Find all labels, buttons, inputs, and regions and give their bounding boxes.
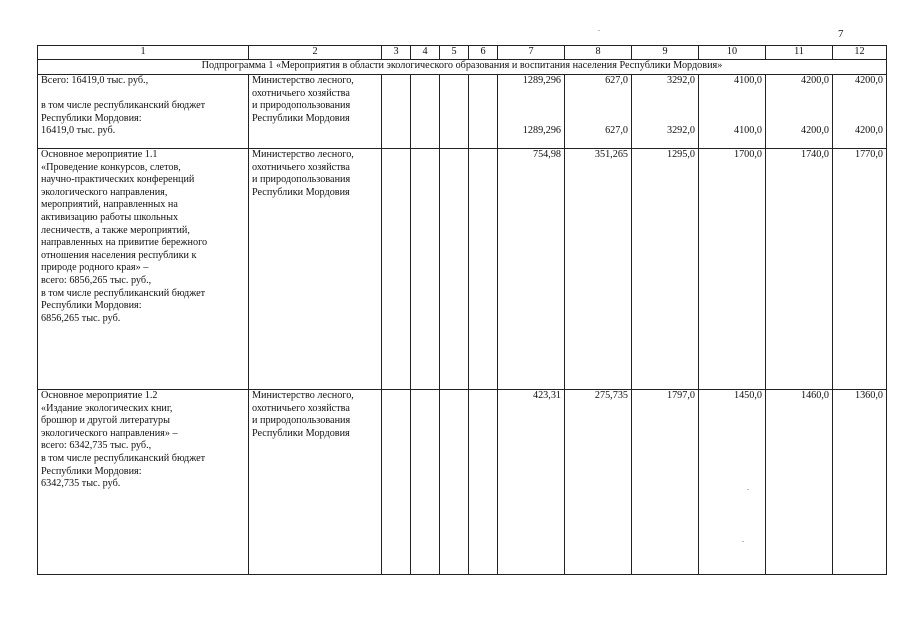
empty-cell [411,75,440,149]
column-header-1: 1 [38,46,249,60]
row-description: Основное мероприятие 1.1 «Проведение конкурсов, слетов, научно-практических конференций экологического направления, мероприятий, направленных на активизацию работы школьных лесничеств, а также мероприятий, направленных на привитие бережного отношения населения республики к природе родного края» – всего: 6856,265 тыс. руб., в том числе республиканский бюджет Республики Мордовия: 6856,265 тыс. руб. [38,149,249,390]
column-header-3: 3 [382,46,411,60]
value-cell: 1700,0 [699,149,766,390]
column-header-7: 7 [498,46,565,60]
column-header-12: 12 [833,46,887,60]
value-cell [565,75,632,149]
column-header-2: 2 [249,46,382,60]
value-cell [699,75,766,149]
column-number-header-row [38,46,887,60]
value-bottom: 1289,296 [522,125,561,137]
value-cell: 423,31 [498,390,565,575]
budget-table [37,45,887,575]
value-cell: 1450,0 [699,390,766,575]
value-bottom: 4200,0 [854,125,883,137]
value-cell: 1460,0 [766,390,833,575]
scan-artifact [598,30,600,31]
value-cell: 754,98 [498,149,565,390]
column-header-5: 5 [440,46,469,60]
value-cell: 1360,0 [833,390,887,575]
empty-cell [440,149,469,390]
subprogram-title: Подпрограмма 1 «Мероприятия в области экологического образования и воспитания населения Республики Мордовия» [38,60,887,75]
column-header-4: 4 [411,46,440,60]
row-organization: Министерство лесного, охотничьего хозяйства и природопользования Республики Мордовия [249,149,382,390]
value-bottom: 3292,0 [666,125,695,137]
row-organization: Министерство лесного, охотничьего хозяйства и природопользования Республики Мордовия [249,75,382,149]
column-header-8: 8 [565,46,632,60]
empty-cell [411,149,440,390]
empty-cell [469,149,498,390]
value-top: 627,0 [605,75,628,86]
value-cell [766,75,833,149]
empty-cell [440,75,469,149]
row-description: Основное мероприятие 1.2 «Издание экологических книг, брошюр и другой литературы экологического направления» – всего: 6342,735 тыс. руб., в том числе республиканский бюджет Республики Мордовия: 6342,735 тыс. руб. [38,390,249,575]
column-header-9: 9 [632,46,699,60]
value-top: 4100,0 [733,75,762,86]
column-header-10: 10 [699,46,766,60]
value-cell: 275,735 [565,390,632,575]
value-cell [498,75,565,149]
table-row [38,149,887,390]
value-cell: 1797,0 [632,390,699,575]
value-cell [632,75,699,149]
value-top: 1289,296 [522,75,561,86]
value-cell: 1295,0 [632,149,699,390]
empty-cell [469,390,498,575]
value-top: 3292,0 [666,75,695,86]
empty-cell [382,149,411,390]
column-header-6: 6 [469,46,498,60]
empty-cell [382,75,411,149]
value-bottom: 627,0 [605,125,628,137]
table-row [38,75,887,149]
value-top: 4200,0 [854,75,883,86]
empty-cell [469,75,498,149]
row-description: Всего: 16419,0 тыс. руб., в том числе республиканский бюджет Республики Мордовия: 16419,0 тыс. руб. [38,75,249,149]
value-bottom: 4200,0 [800,125,829,137]
column-header-11: 11 [766,46,833,60]
empty-cell [411,390,440,575]
value-cell: 351,265 [565,149,632,390]
value-cell: 1770,0 [833,149,887,390]
subprogram-title-row [38,60,887,75]
row-organization: Министерство лесного, охотничьего хозяйства и природопользования Республики Мордовия [249,390,382,575]
empty-cell [382,390,411,575]
table-row [38,390,887,575]
value-cell: 1740,0 [766,149,833,390]
page-number: 7 [838,28,844,40]
empty-cell [440,390,469,575]
value-cell [833,75,887,149]
value-top: 4200,0 [800,75,829,86]
value-bottom: 4100,0 [733,125,762,137]
